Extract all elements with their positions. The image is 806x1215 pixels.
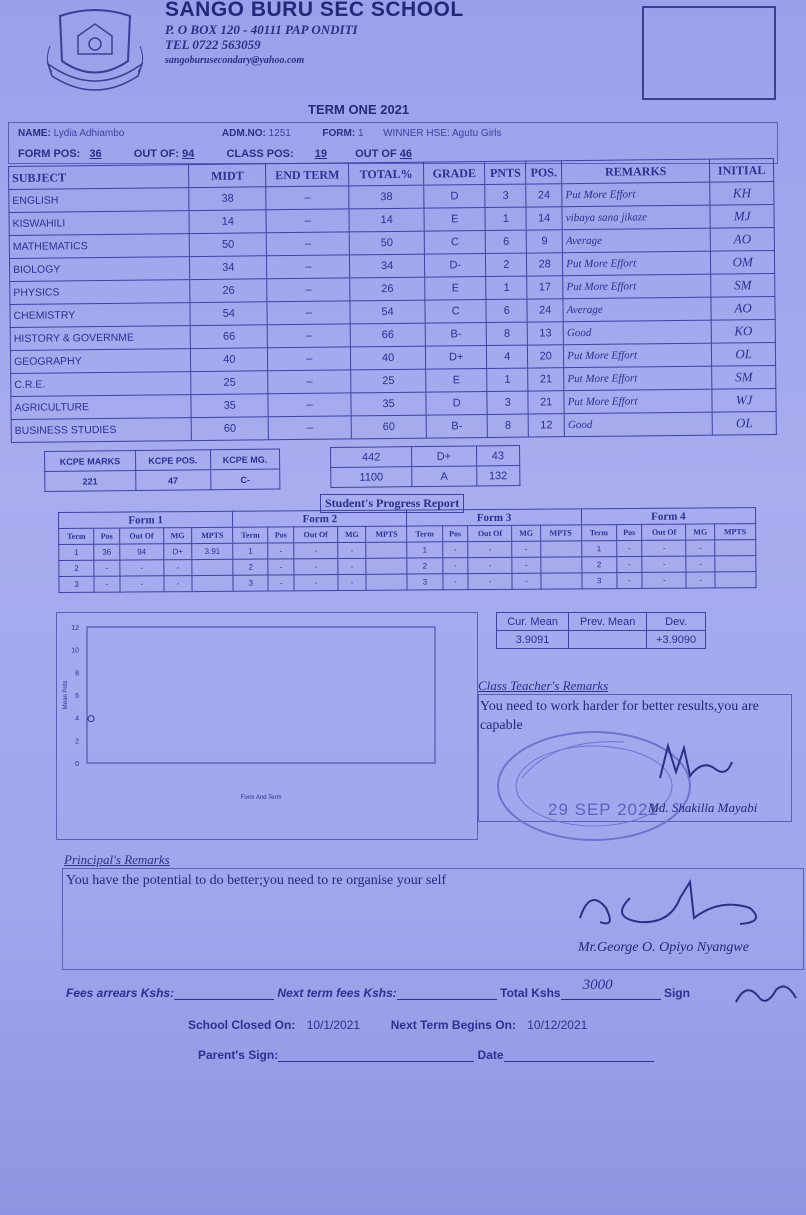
- house-value: Agutu Girls: [452, 128, 502, 139]
- kcpe-pos: 47: [135, 470, 210, 491]
- position-cell: 9: [526, 230, 562, 253]
- cur-mean-label: Cur. Mean: [497, 613, 569, 631]
- progress-subheader: Term: [233, 527, 268, 543]
- points-cell: 1: [487, 368, 528, 391]
- progress-cell: -: [512, 573, 540, 589]
- remark-cell: Average: [562, 228, 710, 253]
- form-value: 1: [357, 128, 364, 139]
- total-cell: 54: [350, 300, 425, 324]
- progress-subheader: MG: [338, 526, 366, 542]
- progress-subheader: Out Of: [468, 525, 512, 541]
- end-term-cell: –: [268, 393, 351, 417]
- midt-cell: 66: [191, 325, 268, 349]
- end-term-cell: –: [267, 278, 350, 302]
- form-pos-value: 36: [89, 148, 102, 160]
- school-closed-label: School Closed On:: [188, 1018, 296, 1032]
- x-axis-label: Form And Term: [240, 795, 282, 801]
- subject-cell: C.R.E.: [11, 372, 192, 397]
- initial-cell: OL: [712, 342, 776, 366]
- progress-subheader: MG: [686, 524, 714, 540]
- end-term-cell: –: [268, 370, 351, 394]
- school-closed-date: 10/1/2021: [306, 1018, 361, 1032]
- principal-remarks-title: Principal's Remarks: [64, 852, 170, 867]
- prev-mean-label: Prev. Mean: [569, 613, 647, 631]
- position-cell: 17: [527, 276, 563, 299]
- position-cell: 14: [526, 207, 562, 230]
- progress-cell: 1: [233, 543, 268, 559]
- parent-sign-row: [198, 1048, 654, 1062]
- date-label: Date: [477, 1048, 504, 1062]
- subject-cell: AGRICULTURE: [11, 395, 192, 420]
- points-cell: 4: [487, 345, 528, 368]
- midt-cell: 38: [189, 187, 266, 211]
- progress-cell: 3: [233, 575, 268, 591]
- progress-subheader: Term: [407, 526, 442, 542]
- progress-report-title: Student's Progress Report: [320, 494, 464, 513]
- progress-cell: 3: [407, 574, 442, 590]
- y-tick-label: 10: [71, 647, 79, 655]
- midt-cell: 50: [190, 233, 267, 257]
- mean-grade: D+: [412, 446, 477, 467]
- kcpe-mg: C-: [211, 469, 280, 490]
- progress-subheader: Out Of: [642, 524, 686, 540]
- col-grade: GRADE: [423, 162, 485, 186]
- subject-cell: BIOLOGY: [9, 257, 190, 282]
- progress-cell: [714, 540, 755, 556]
- position-cell: 21: [528, 368, 564, 391]
- remark-cell: Put More Effort: [563, 251, 711, 276]
- col-initial: INITIAL: [710, 158, 774, 182]
- y-axis-label: Mean Pnts: [63, 680, 69, 710]
- progress-cell: -: [164, 576, 192, 592]
- progress-cell: [540, 541, 581, 557]
- grade-cell: D: [426, 391, 488, 415]
- cur-mean-value: 3.9091: [497, 631, 569, 649]
- max-grade: A: [412, 466, 477, 487]
- adm-number: 1251: [268, 128, 291, 139]
- points-cell: 2: [486, 253, 527, 276]
- progress-cell: 2: [581, 557, 616, 573]
- progress-cell: 2: [407, 558, 442, 574]
- progress-cell: -: [442, 542, 468, 558]
- initial-cell: MJ: [710, 204, 774, 228]
- progress-subheader: MG: [163, 528, 191, 544]
- kcpe-marks-label: KCPE MARKS: [45, 451, 136, 472]
- progress-cell: 36: [94, 544, 120, 560]
- total-cell: 14: [349, 208, 424, 232]
- mean-table: [496, 612, 706, 649]
- remark-cell: Good: [563, 320, 711, 345]
- progress-cell: [192, 559, 233, 575]
- class-teacher-name: Md. Shakilla Mayabi: [648, 800, 758, 815]
- progress-cell: 1: [59, 544, 94, 560]
- progress-subheader: Term: [59, 528, 94, 544]
- progress-subheader: Out Of: [294, 527, 338, 543]
- progress-cell: -: [268, 559, 294, 575]
- end-term-cell: –: [268, 416, 351, 440]
- dev-label: Dev.: [647, 613, 706, 631]
- subject-cell: PHYSICS: [10, 280, 191, 305]
- progress-cell: -: [94, 560, 120, 576]
- house-label: WINNER HSE:: [383, 128, 450, 139]
- progress-cell: -: [268, 543, 294, 559]
- term-title: TERM ONE 2021: [308, 102, 410, 117]
- end-term-cell: –: [267, 301, 350, 325]
- progress-cell: [715, 556, 756, 572]
- progress-cell: [366, 558, 407, 574]
- progress-cell: [715, 572, 756, 588]
- subject-cell: MATHEMATICS: [9, 234, 190, 259]
- col-remarks: REMARKS: [562, 159, 710, 184]
- totals-table: [330, 445, 520, 488]
- initial-cell: SM: [711, 273, 775, 297]
- form3-header: Form 3: [407, 509, 581, 526]
- initial-cell: AO: [710, 227, 774, 251]
- progress-cell: -: [443, 574, 469, 590]
- total-cell: 26: [350, 277, 425, 301]
- points-cell: 3: [485, 184, 526, 207]
- fees-signature-icon: [732, 978, 802, 1012]
- grade-cell: B-: [426, 414, 488, 438]
- progress-cell: -: [442, 558, 468, 574]
- remark-cell: Put More Effort: [562, 182, 710, 207]
- subject-cell: CHEMISTRY: [10, 303, 191, 328]
- total-cell: 38: [349, 185, 424, 209]
- progress-cell: -: [512, 557, 540, 573]
- total-cell: 25: [351, 369, 426, 393]
- dev-value: +3.9090: [647, 631, 706, 649]
- progress-subheader: MG: [512, 525, 540, 541]
- subject-cell: GEOGRAPHY: [10, 349, 191, 374]
- initial-cell: SM: [712, 365, 776, 389]
- class-out-value: 46: [399, 148, 412, 160]
- progress-cell: -: [686, 556, 714, 572]
- school-address: P. O BOX 120 - 40111 PAP ONDITI: [165, 22, 358, 37]
- initial-cell: KO: [711, 319, 775, 343]
- grade-cell: E: [426, 368, 488, 392]
- end-term-cell: –: [268, 347, 351, 371]
- initial-cell: AO: [711, 296, 775, 320]
- class-teacher-remarks-text: You need to work harder for better results,you are capable: [480, 699, 759, 733]
- grade-cell: D-: [424, 254, 486, 278]
- progress-cell: -: [642, 540, 686, 556]
- progress-cell: -: [338, 558, 366, 574]
- photo-box: [642, 6, 776, 100]
- points-cell: 6: [486, 230, 527, 253]
- total-cell: 34: [350, 254, 425, 278]
- sign-label: Sign: [663, 986, 690, 1000]
- subject-cell: ENGLISH: [9, 188, 190, 213]
- progress-cell: -: [468, 573, 512, 589]
- progress-cell: -: [268, 575, 294, 591]
- progress-subheader: MPTS: [714, 524, 755, 540]
- parent-sign-label: Parent's Sign:: [198, 1048, 279, 1062]
- y-tick-label: 0: [75, 761, 79, 768]
- progress-cell: -: [512, 541, 540, 557]
- class-teacher-signature-icon: [656, 738, 736, 788]
- progress-cell: 1: [581, 541, 616, 557]
- mean-points-chart-box: [56, 612, 478, 840]
- progress-subheader: Out Of: [119, 528, 163, 544]
- end-term-cell: –: [267, 324, 350, 348]
- form4-header: Form 4: [581, 508, 755, 525]
- remark-cell: Put More Effort: [564, 389, 712, 414]
- progress-subheader: MPTS: [366, 526, 407, 542]
- progress-cell: -: [120, 560, 164, 576]
- points-cell: 8: [487, 322, 528, 345]
- initial-cell: OM: [711, 250, 775, 274]
- points-cell: 1: [485, 207, 526, 230]
- progress-cell: 94: [120, 544, 164, 560]
- initial-cell: KH: [710, 181, 774, 205]
- kcpe-pos-label: KCPE POS.: [135, 450, 210, 471]
- position-cell: 24: [527, 299, 563, 322]
- progress-cell: D+: [164, 544, 192, 560]
- adm-label: ADM.NO:: [221, 128, 266, 139]
- class-teacher-remarks-title: Class Teacher's Remarks: [478, 678, 609, 693]
- progress-cell: -: [294, 559, 338, 575]
- progress-subheader: Pos: [268, 527, 294, 543]
- form-pos-label: FORM POS:: [18, 148, 81, 160]
- next-term-begins-label: Next Term Begins On:: [390, 1018, 516, 1032]
- principal-remarks-text: You have the potential to do better;you need to re organise your self: [66, 873, 447, 888]
- student-name: Lydia Adhiambo: [53, 128, 125, 139]
- out-of-value: 94: [182, 148, 195, 160]
- end-term-cell: –: [266, 209, 349, 233]
- progress-cell: -: [94, 576, 120, 592]
- midt-cell: 34: [190, 256, 267, 280]
- progress-subheader: MPTS: [540, 525, 581, 541]
- progress-cell: -: [468, 557, 512, 573]
- prev-mean-value: [569, 631, 647, 649]
- grade-cell: E: [424, 208, 486, 232]
- midt-cell: 54: [190, 302, 267, 326]
- remark-cell: Good: [564, 412, 712, 437]
- total-marks: 442: [331, 447, 412, 468]
- points-cell: 1: [486, 276, 527, 299]
- total-points: 43: [476, 446, 520, 466]
- grade-cell: B-: [425, 322, 487, 346]
- midt-cell: 60: [192, 417, 269, 441]
- total-kshs-label: Total Kshs: [500, 986, 561, 1000]
- school-tel: TEL 0722 563059: [165, 37, 261, 52]
- progress-subheader: MPTS: [192, 527, 233, 543]
- y-tick-label: 4: [75, 715, 79, 723]
- position-cell: 21: [528, 391, 564, 414]
- col-pnts: PNTS: [485, 161, 526, 184]
- remark-cell: Put More Effort: [563, 274, 711, 299]
- midt-cell: 35: [191, 394, 268, 418]
- school-email: sangoburusecondary@yahoo.com: [165, 55, 305, 66]
- progress-cell: [192, 575, 233, 591]
- progress-cell: -: [617, 572, 643, 588]
- progress-cell: -: [338, 574, 366, 590]
- remark-cell: vibaya sana jikaze: [562, 205, 710, 230]
- progress-cell: -: [617, 540, 643, 556]
- end-term-cell: –: [267, 255, 350, 279]
- student-info-row-1: [18, 128, 501, 139]
- progress-cell: 2: [59, 560, 94, 576]
- progress-cell: [540, 557, 581, 573]
- end-term-cell: –: [266, 186, 349, 210]
- progress-cell: -: [642, 556, 686, 572]
- progress-table: [58, 507, 757, 593]
- col-midt: MIDT: [189, 164, 266, 188]
- mean-points-chart: [57, 613, 477, 839]
- y-tick-label: 12: [71, 625, 79, 632]
- progress-cell: 2: [233, 559, 268, 575]
- results-body: [9, 181, 777, 442]
- total-kshs-value: 3000: [582, 977, 613, 993]
- stamp-date: 29 SEP 2021: [548, 800, 659, 819]
- grade-cell: C: [424, 231, 486, 255]
- form1-header: Form 1: [59, 511, 233, 528]
- total-cell: 50: [350, 231, 425, 255]
- midt-cell: 26: [190, 279, 267, 303]
- col-pos: POS.: [526, 161, 562, 184]
- kcpe-marks: 221: [45, 471, 136, 492]
- class-out-label: OUT OF: [355, 148, 397, 160]
- position-cell: 13: [527, 322, 563, 345]
- initial-cell: WJ: [712, 388, 776, 412]
- points-cell: 6: [486, 299, 527, 322]
- chart-plot-area: [87, 627, 435, 763]
- subject-cell: HISTORY & GOVERNME: [10, 326, 191, 351]
- form2-header: Form 2: [233, 510, 407, 527]
- principal-name: Mr.George O. Opiyo Nyangwe: [578, 940, 749, 955]
- subject-cell: KISWAHILI: [9, 211, 190, 236]
- midt-cell: 14: [189, 210, 266, 234]
- y-tick-label: 8: [75, 670, 79, 678]
- form-label: FORM:: [322, 128, 356, 139]
- col-end-term: END TERM: [266, 163, 349, 187]
- col-subject: SUBJECT: [9, 165, 190, 190]
- progress-subheader: Pos: [616, 524, 642, 540]
- fees-row: [66, 977, 690, 1000]
- progress-cell: [366, 574, 407, 590]
- points-cell: 3: [487, 391, 528, 414]
- total-cell: 60: [351, 415, 426, 439]
- name-label: NAME:: [18, 128, 51, 139]
- total-cell: 66: [350, 323, 425, 347]
- progress-cell: -: [642, 572, 686, 588]
- progress-cell: -: [294, 543, 338, 559]
- position-cell: 12: [528, 414, 564, 437]
- progress-cell: [366, 542, 407, 558]
- kcpe-mg-label: KCPE MG.: [210, 449, 279, 470]
- school-name: SANGO BURU SEC SCHOOL: [165, 0, 464, 21]
- position-cell: 28: [527, 253, 563, 276]
- progress-cell: 3: [59, 576, 94, 592]
- progress-cell: -: [164, 560, 192, 576]
- initial-cell: OL: [712, 411, 776, 435]
- progress-cell: 3: [582, 573, 617, 589]
- out-of-label: OUT OF:: [133, 148, 179, 160]
- grade-cell: E: [425, 276, 487, 300]
- remark-cell: Put More Effort: [564, 343, 712, 368]
- dates-row: [188, 1018, 587, 1032]
- progress-cell: -: [338, 542, 366, 558]
- midt-cell: 25: [191, 371, 268, 395]
- fees-arrears-label: Fees arrears Kshs:: [66, 986, 175, 1000]
- class-pos-label: CLASS POS:: [226, 148, 294, 160]
- principal-signature-icon: [570, 878, 770, 938]
- class-pos-value: 19: [314, 148, 327, 160]
- remark-cell: Put More Effort: [564, 366, 712, 391]
- progress-subheader: Pos: [442, 526, 468, 542]
- total-cell: 35: [351, 392, 426, 416]
- kcpe-table: [44, 449, 280, 492]
- remark-cell: Average: [563, 297, 711, 322]
- data-point: [88, 716, 94, 722]
- position-cell: 24: [526, 184, 562, 207]
- max-points: 132: [476, 466, 520, 486]
- y-tick-label: 2: [75, 738, 79, 746]
- y-tick-label: 6: [75, 693, 79, 700]
- grade-cell: D: [424, 185, 486, 209]
- progress-cell: -: [468, 541, 512, 557]
- next-term-begins-date: 10/12/2021: [527, 1018, 588, 1032]
- end-term-cell: –: [266, 232, 349, 256]
- progress-cell: -: [686, 540, 714, 556]
- progress-cell: -: [120, 576, 164, 592]
- grade-cell: C: [425, 299, 487, 323]
- progress-cell: -: [294, 575, 338, 591]
- points-cell: 8: [488, 414, 529, 437]
- progress-cell: 3.91: [192, 543, 233, 559]
- position-cell: 20: [528, 345, 564, 368]
- student-info-row-2: [18, 148, 412, 160]
- progress-subheader: Pos: [94, 528, 120, 544]
- results-table: [8, 158, 777, 443]
- total-cell: 40: [351, 346, 426, 370]
- col-total: TOTAL%: [349, 162, 424, 186]
- progress-cell: 1: [407, 542, 442, 558]
- max-marks: 1100: [331, 467, 412, 488]
- progress-subheader: Term: [581, 525, 616, 541]
- next-term-fees-label: Next term fees Kshs:: [277, 986, 397, 1000]
- progress-cell: -: [617, 556, 643, 572]
- midt-cell: 40: [191, 348, 268, 372]
- school-crest-logo: [40, 6, 150, 92]
- grade-cell: D+: [425, 345, 487, 369]
- progress-body: [59, 524, 756, 593]
- progress-cell: [541, 573, 582, 589]
- subject-cell: BUSINESS STUDIES: [11, 418, 192, 443]
- progress-cell: -: [686, 572, 714, 588]
